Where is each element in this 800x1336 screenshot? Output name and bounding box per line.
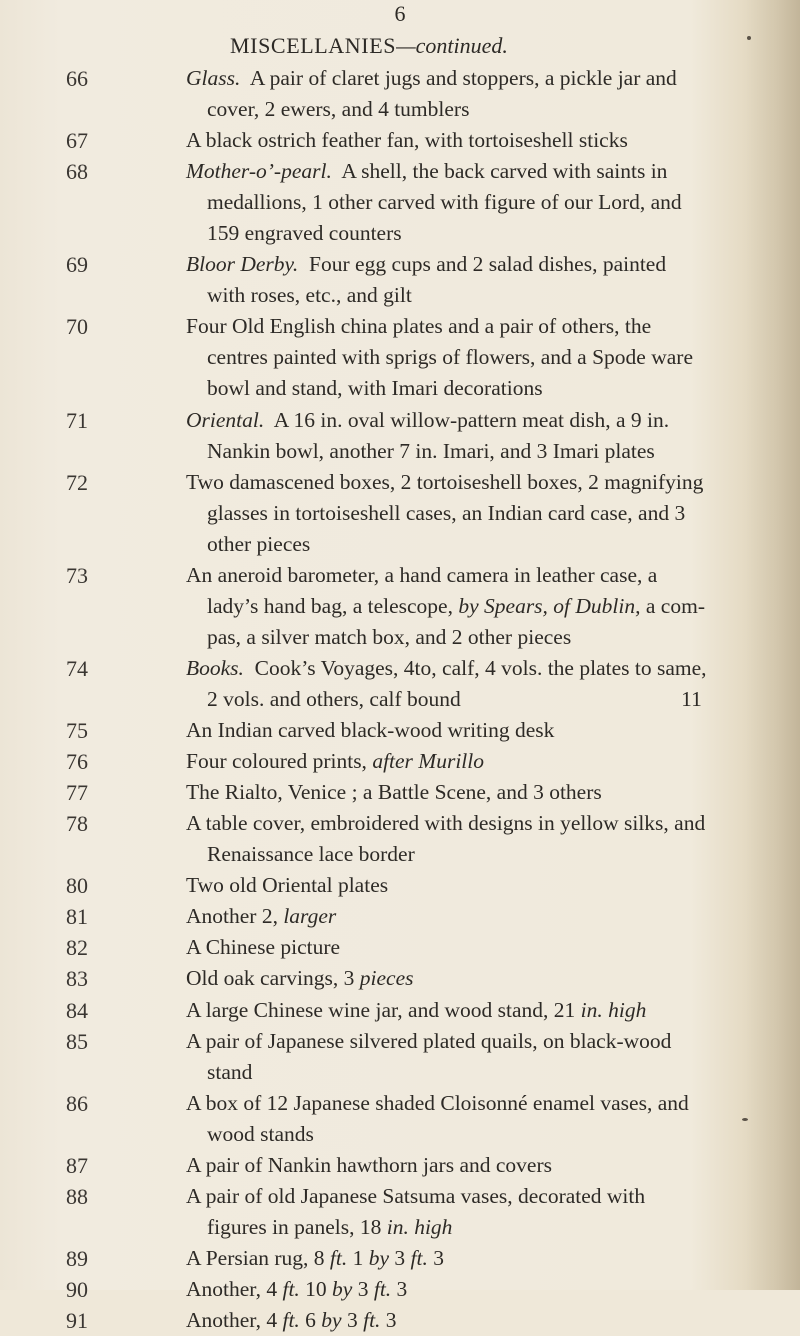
line-text: Four Old English china plates and a pair of others, the bbox=[186, 314, 652, 339]
lot-description bbox=[186, 1088, 716, 1150]
lot-entry bbox=[66, 808, 716, 870]
line-text: A shell, the back carved with saints in bbox=[331, 159, 668, 184]
line-text: glasses in tortoiseshell cases, an Indian card case, and 3 bbox=[207, 500, 686, 525]
description-line bbox=[186, 591, 716, 622]
description-line bbox=[186, 1212, 716, 1243]
description-line bbox=[186, 529, 716, 560]
section-continued: —continued. bbox=[396, 33, 508, 58]
lot-description bbox=[186, 715, 716, 746]
line-italic-text: ft. bbox=[405, 1245, 428, 1270]
line-text: with roses, etc., and gilt bbox=[207, 283, 412, 308]
lot-description bbox=[186, 808, 716, 870]
lot-entry bbox=[66, 901, 716, 932]
line-text: An aneroid barometer, a hand camera in leather case, a bbox=[186, 562, 658, 587]
page-edge-shadow bbox=[745, 0, 800, 1290]
line-text: other pieces bbox=[207, 531, 311, 556]
line-text: Another, 4 bbox=[186, 1276, 278, 1301]
line-text: 2 vols. and others, calf bound 11 bbox=[207, 686, 702, 711]
line-text: A Persian rug, 8 bbox=[186, 1245, 325, 1270]
line-text: Two old Oriental plates bbox=[186, 873, 389, 898]
description-line bbox=[186, 311, 716, 342]
line-text: lady’s hand bag, a telescope, bbox=[207, 593, 453, 618]
section-heading bbox=[230, 28, 508, 64]
line-text: A pair of old Japanese Satsuma vases, decorated with bbox=[186, 1183, 646, 1208]
lot-entry bbox=[66, 467, 716, 560]
lot-number: 70 bbox=[66, 314, 88, 340]
line-text: Two damascened boxes, 2 tortoiseshell boxes, 2 magnifying bbox=[186, 469, 704, 494]
line-text: 3 bbox=[427, 1245, 444, 1270]
lot-entry bbox=[66, 1243, 716, 1274]
lot-entry bbox=[66, 1305, 716, 1336]
lot-description bbox=[186, 156, 716, 249]
description-line bbox=[186, 1088, 716, 1119]
lot-number: 66 bbox=[66, 66, 88, 91]
lot-description bbox=[186, 467, 716, 560]
description-line bbox=[186, 249, 716, 280]
lot-number: 80 bbox=[66, 873, 88, 899]
description-line bbox=[186, 622, 716, 653]
lot-description bbox=[186, 1181, 716, 1243]
line-italic-text: pieces bbox=[354, 966, 414, 991]
paper-speck bbox=[747, 36, 751, 40]
lot-description bbox=[186, 560, 716, 653]
line-text: An Indian carved black-wood writing desk bbox=[186, 718, 555, 743]
lot-number: 83 bbox=[66, 966, 88, 992]
lot-number: 86 bbox=[66, 1090, 88, 1116]
description-line bbox=[186, 1119, 716, 1150]
lot-entry bbox=[66, 1150, 716, 1181]
line-italic-text: by bbox=[363, 1245, 390, 1270]
lot-entry bbox=[66, 311, 716, 404]
line-text: 1 bbox=[347, 1245, 364, 1270]
lot-entry bbox=[66, 125, 716, 156]
lot-number: 76 bbox=[66, 749, 88, 775]
lot-number: 68 bbox=[66, 159, 88, 185]
description-line bbox=[186, 715, 716, 746]
lot-number: 77 bbox=[66, 780, 88, 806]
line-italic-text: ft. bbox=[368, 1276, 392, 1301]
description-line bbox=[186, 342, 716, 373]
line-text: Four coloured prints, bbox=[186, 749, 367, 774]
description-line bbox=[186, 1057, 716, 1088]
line-text: bowl and stand, with Imari decorations bbox=[207, 376, 543, 401]
lot-number: 72 bbox=[66, 469, 88, 495]
description-line bbox=[186, 498, 716, 529]
lot-description bbox=[186, 901, 716, 932]
description-line bbox=[186, 405, 716, 436]
lot-description bbox=[186, 1274, 716, 1305]
description-line bbox=[186, 995, 716, 1026]
lot-number: 81 bbox=[66, 904, 88, 930]
lot-entry bbox=[66, 405, 716, 467]
line-text: A pair of claret jugs and stoppers, a pickle jar and bbox=[240, 66, 677, 90]
description-line bbox=[186, 808, 716, 839]
lot-description bbox=[186, 995, 716, 1026]
line-text: 3 bbox=[391, 1276, 408, 1301]
description-line bbox=[186, 187, 716, 218]
line-italic-text: by Spears, of Dublin, bbox=[452, 593, 641, 618]
description-line bbox=[186, 373, 716, 404]
lot-description bbox=[186, 1026, 716, 1088]
lot-description bbox=[186, 311, 716, 404]
lot-entry bbox=[66, 63, 716, 125]
lot-entry bbox=[66, 156, 716, 249]
description-line bbox=[186, 963, 716, 994]
lot-entry bbox=[66, 715, 716, 746]
description-line bbox=[186, 870, 716, 901]
line-italic-text: ft. bbox=[357, 1308, 381, 1332]
line-text: Another, 4 bbox=[186, 1308, 278, 1332]
lot-description bbox=[186, 405, 716, 467]
lot-entry bbox=[66, 963, 716, 994]
description-line bbox=[186, 218, 716, 249]
lot-number: 78 bbox=[66, 811, 88, 837]
lot-entry bbox=[66, 1274, 716, 1305]
line-text: A table cover, embroidered with designs in yellow silks, and bbox=[186, 811, 706, 836]
lot-description bbox=[186, 653, 716, 715]
lot-description bbox=[186, 746, 716, 777]
line-text: 3 bbox=[380, 1308, 397, 1332]
description-line bbox=[186, 1150, 716, 1181]
description-line bbox=[186, 746, 716, 777]
description-line bbox=[186, 1181, 716, 1212]
line-text: medallions, 1 other carved with figure of our Lord, and bbox=[207, 190, 682, 215]
line-italic-text: ft. bbox=[277, 1308, 300, 1332]
description-line bbox=[186, 63, 716, 94]
description-line bbox=[186, 901, 716, 932]
line-text: figures in panels, 18 bbox=[207, 1214, 382, 1239]
lot-description bbox=[186, 932, 716, 963]
line-text: wood stands bbox=[207, 1121, 314, 1146]
lot-description bbox=[186, 777, 716, 808]
lot-number: 74 bbox=[66, 655, 88, 681]
lot-entry bbox=[66, 653, 716, 715]
line-text: centres painted with sprigs of flowers, and a Spode ware bbox=[207, 345, 693, 370]
description-line bbox=[186, 777, 716, 808]
line-text: 3 bbox=[389, 1245, 406, 1270]
line-text: 159 engraved counters bbox=[207, 221, 402, 246]
line-text: The Rialto, Venice ; a Battle Scene, and 3 others bbox=[186, 780, 602, 805]
lot-entry bbox=[66, 1026, 716, 1088]
lot-entry bbox=[66, 560, 716, 653]
description-line bbox=[186, 1243, 716, 1274]
lot-number: 90 bbox=[66, 1276, 88, 1302]
line-text: A box of 12 Japanese shaded Cloisonné enamel vases, and bbox=[186, 1090, 689, 1115]
description-line bbox=[186, 560, 716, 591]
description-line bbox=[186, 467, 716, 498]
line-text: A 16 in. oval willow-pattern meat dish, a 9 in. bbox=[264, 407, 670, 432]
line-text: Oriental. bbox=[186, 407, 265, 432]
line-text: cover, 2 ewers, and 4 tumblers bbox=[207, 97, 470, 121]
lot-entry bbox=[66, 995, 716, 1026]
line-italic-text: after Murillo bbox=[366, 749, 484, 774]
line-text: a com- bbox=[640, 593, 705, 618]
lot-entry bbox=[66, 777, 716, 808]
description-line bbox=[186, 932, 716, 963]
lot-number: 87 bbox=[66, 1152, 88, 1178]
line-text: Glass. bbox=[186, 66, 241, 90]
lot-entry bbox=[66, 1181, 716, 1243]
lot-number: 82 bbox=[66, 935, 88, 961]
description-line bbox=[186, 94, 716, 125]
lot-description bbox=[186, 870, 716, 901]
line-italic-text: in. high bbox=[575, 997, 647, 1022]
line-text: A Chinese picture bbox=[186, 935, 341, 960]
line-text: pas, a silver match box, and 2 other pieces bbox=[207, 624, 572, 649]
description-line bbox=[186, 653, 716, 684]
lot-entry bbox=[66, 932, 716, 963]
description-line bbox=[186, 436, 716, 467]
line-text: Books. bbox=[186, 655, 244, 680]
lot-description bbox=[186, 1243, 716, 1274]
lot-number: 91 bbox=[66, 1308, 88, 1333]
line-text: Four egg cups and 2 salad dishes, painted bbox=[298, 252, 667, 277]
lot-number: 88 bbox=[66, 1183, 88, 1209]
line-text: stand bbox=[207, 1059, 253, 1084]
line-italic-text: by bbox=[315, 1308, 342, 1332]
lot-number: 69 bbox=[66, 252, 88, 278]
line-text: A pair of Japanese silvered plated quails, on black-wood bbox=[186, 1028, 672, 1053]
line-text: 3 bbox=[352, 1276, 369, 1301]
lot-entry bbox=[66, 746, 716, 777]
lot-description bbox=[186, 63, 716, 125]
line-text: 3 bbox=[341, 1308, 358, 1332]
lot-number: 67 bbox=[66, 128, 88, 154]
line-text: A large Chinese wine jar, and wood stand, 21 bbox=[186, 997, 576, 1022]
description-line bbox=[186, 1026, 716, 1057]
lot-description bbox=[186, 1150, 716, 1181]
lot-entry bbox=[66, 870, 716, 901]
lot-number: 84 bbox=[66, 997, 88, 1023]
description-line bbox=[186, 839, 716, 870]
line-italic-text: larger bbox=[277, 904, 337, 929]
line-text: Cook’s Voyages, 4to, calf, 4 vols. the plates to same, bbox=[243, 655, 707, 680]
page-number: 6 bbox=[394, 1, 406, 26]
description-line bbox=[186, 156, 716, 187]
lot-entry bbox=[66, 1088, 716, 1150]
line-text: Old oak carvings, 3 bbox=[186, 966, 355, 991]
line-text: Bloor Derby. bbox=[186, 252, 299, 277]
line-text: Mother-o’-pearl. bbox=[186, 159, 332, 184]
lot-number: 71 bbox=[66, 407, 88, 433]
lot-number: 73 bbox=[66, 562, 88, 588]
paper-speck bbox=[742, 1118, 748, 1121]
line-text: A black ostrich feather fan, with tortoiseshell sticks bbox=[186, 128, 628, 153]
line-text: 10 bbox=[299, 1276, 327, 1301]
lot-description bbox=[186, 963, 716, 994]
line-text: Renaissance lace border bbox=[207, 842, 415, 867]
lot-number: 75 bbox=[66, 718, 88, 744]
line-text: Another 2, bbox=[186, 904, 278, 929]
line-italic-text: ft. bbox=[324, 1245, 348, 1270]
line-italic-text: by bbox=[326, 1276, 353, 1301]
line-italic-text: in. high bbox=[381, 1214, 453, 1239]
description-line bbox=[186, 280, 716, 311]
lot-description bbox=[186, 1305, 716, 1336]
lot-description bbox=[186, 249, 716, 311]
description-line bbox=[186, 684, 716, 715]
description-line bbox=[186, 1274, 716, 1305]
lot-number: 85 bbox=[66, 1028, 88, 1054]
lot-description bbox=[186, 125, 716, 156]
section-title: MISCELLANIES bbox=[230, 33, 397, 58]
lot-number: 89 bbox=[66, 1245, 88, 1271]
lot-entry bbox=[66, 249, 716, 311]
description-line bbox=[186, 125, 716, 156]
line-italic-text: ft. bbox=[277, 1276, 300, 1301]
line-text: 6 bbox=[299, 1308, 316, 1332]
description-line bbox=[186, 1305, 716, 1336]
line-text: A pair of Nankin hawthorn jars and covers bbox=[186, 1152, 552, 1177]
line-text: Nankin bowl, another 7 in. Imari, and 3 Imari plates bbox=[207, 438, 655, 463]
